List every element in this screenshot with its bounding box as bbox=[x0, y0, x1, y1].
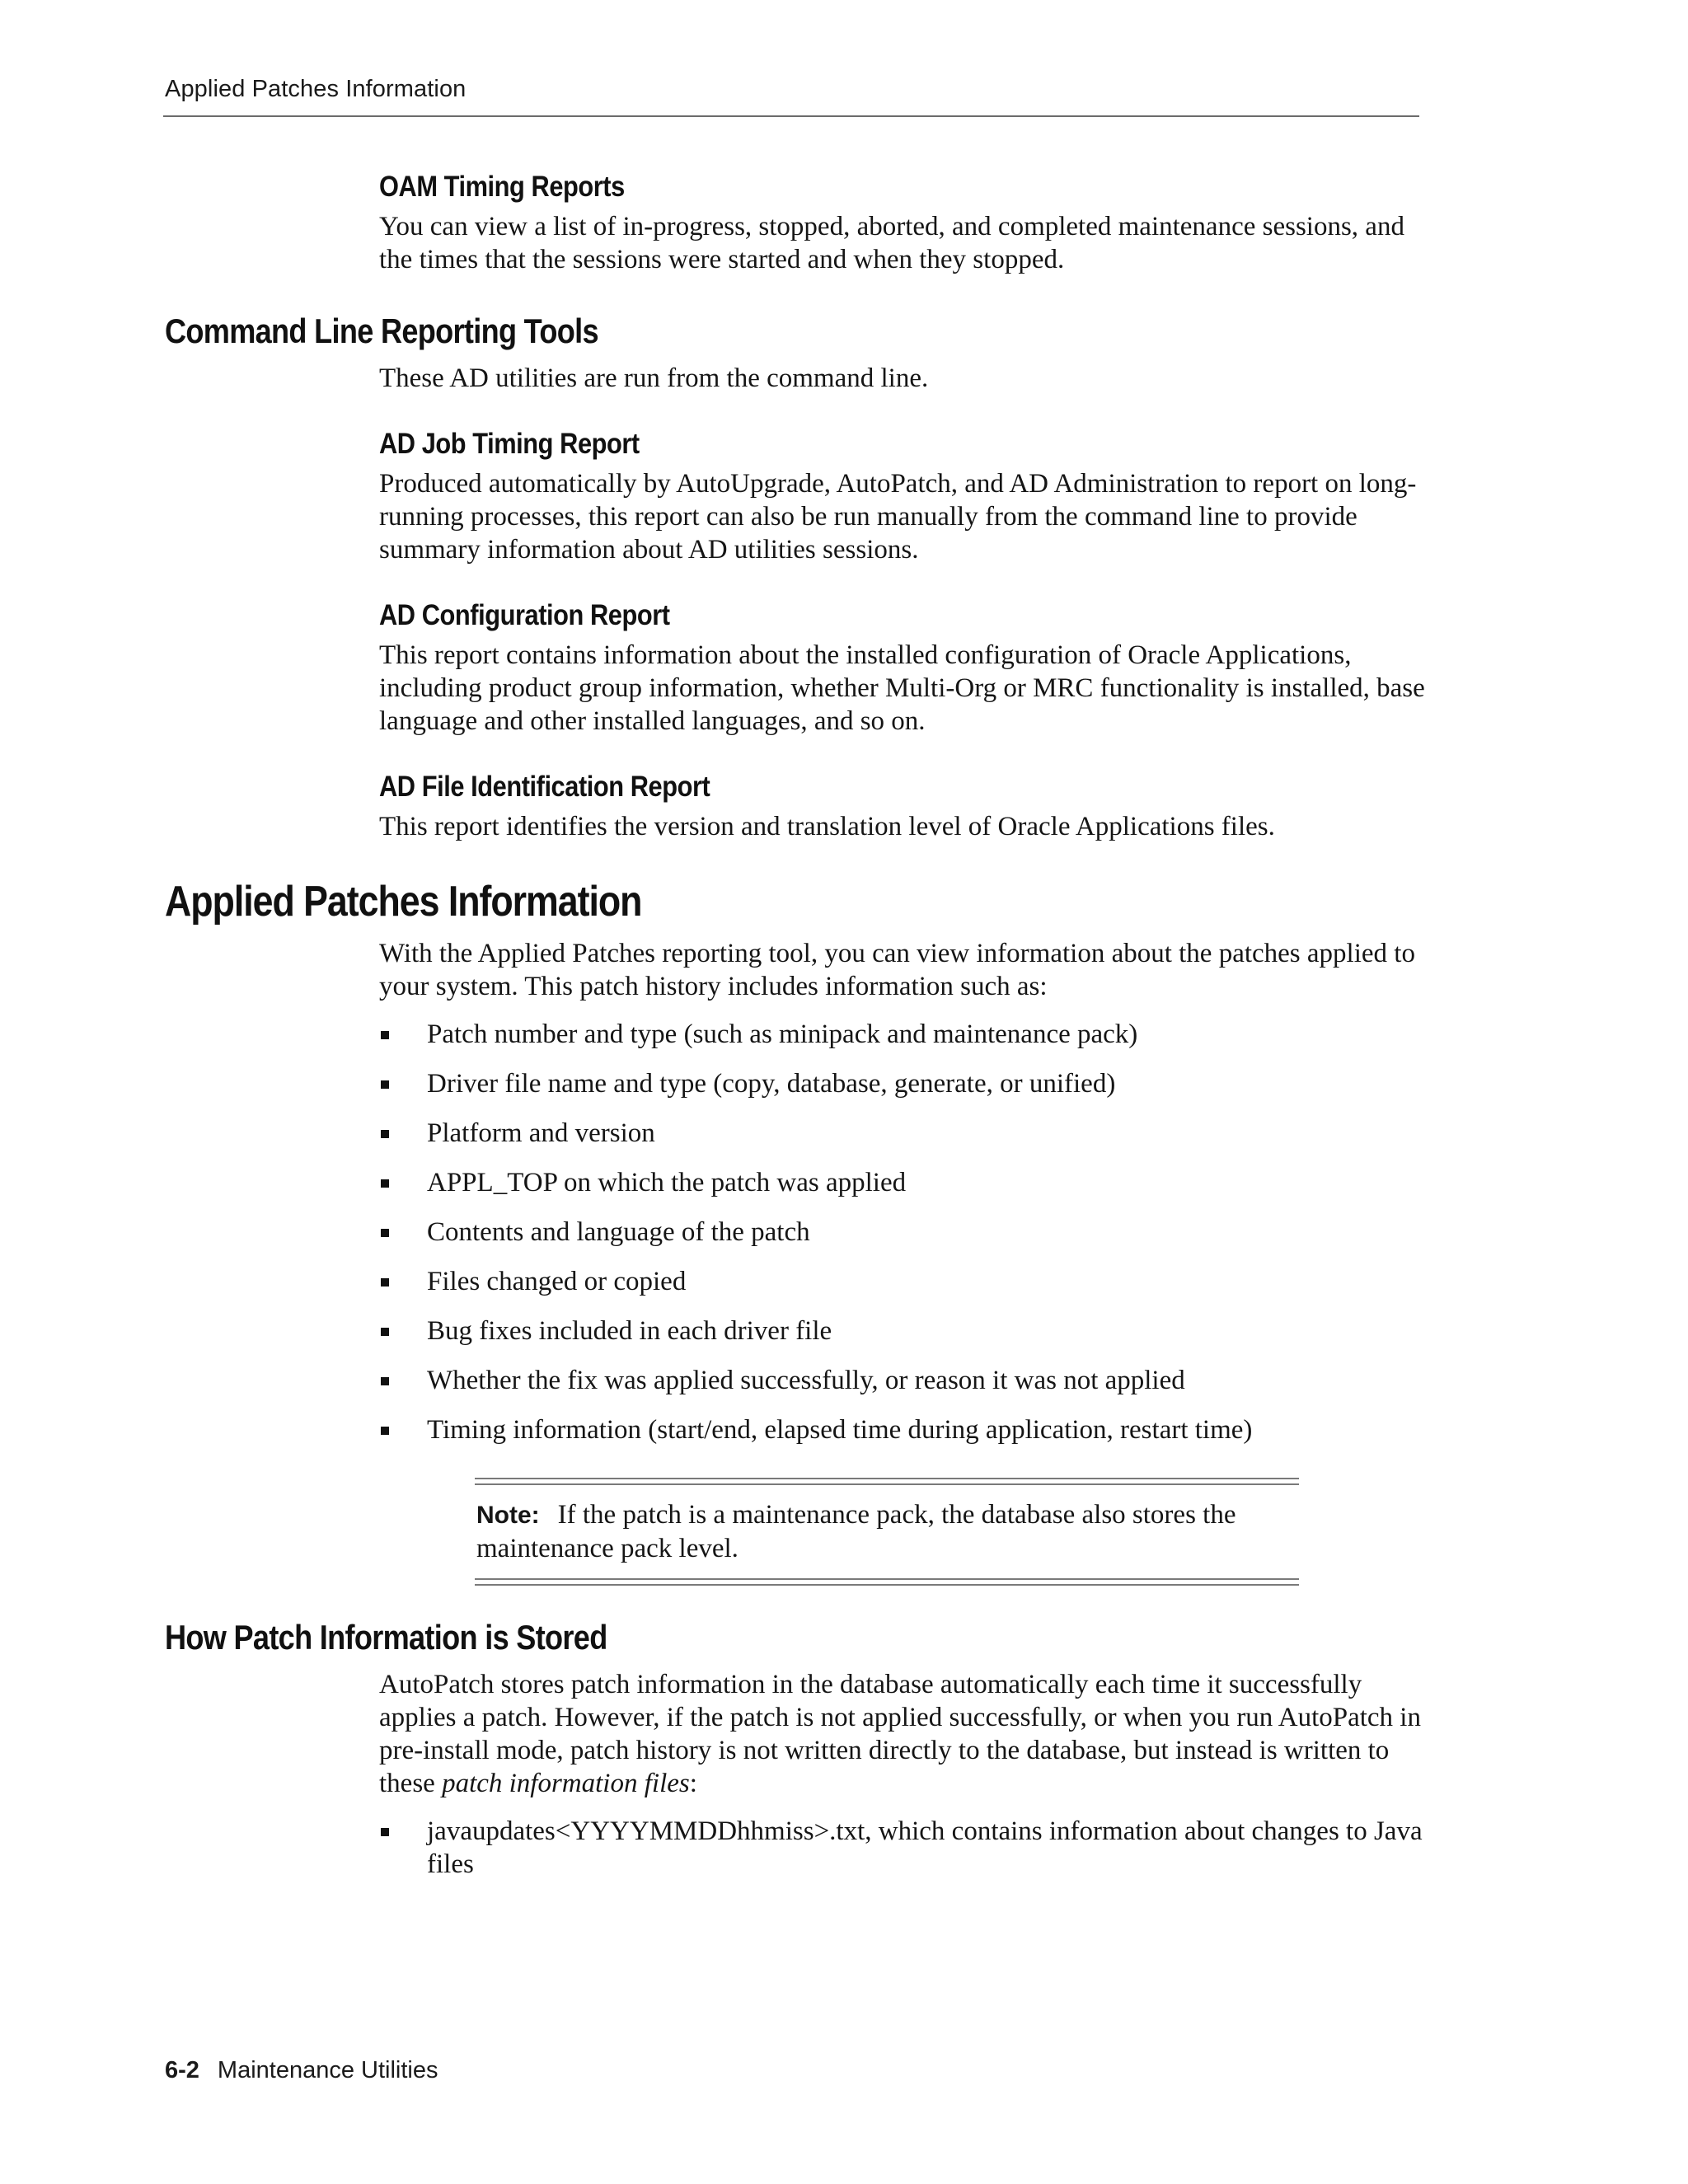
note-top-rule bbox=[475, 1478, 1299, 1485]
paragraph-applied-patches: With the Applied Patches reporting tool, you can view information about the patches applied to your system. This patch history includes information such as: bbox=[379, 939, 1415, 1001]
note-text: If the patch is a maintenance pack, the database also stores the maintenance pack level. bbox=[476, 1500, 1236, 1563]
applied-patches-list bbox=[379, 1018, 1434, 1446]
patch-information-files-list bbox=[379, 1815, 1434, 1881]
bullet-square-icon bbox=[381, 1377, 389, 1385]
list-item: Contents and language of the patch bbox=[379, 1216, 1434, 1249]
list-item: Files changed or copied bbox=[379, 1265, 1434, 1298]
list-item: APPL_TOP on which the patch was applied bbox=[379, 1166, 1434, 1199]
bullet-square-icon bbox=[381, 1031, 389, 1039]
heading-oam-timing-reports: OAM Timing Reports bbox=[379, 171, 625, 203]
heading-ad-job-timing-report: AD Job Timing Report bbox=[379, 428, 640, 460]
bullet-square-icon bbox=[381, 1828, 389, 1836]
bullet-square-icon bbox=[381, 1229, 389, 1237]
list-item: Driver file name and type (copy, database, generate, or unified) bbox=[379, 1067, 1434, 1100]
bullet-square-icon bbox=[381, 1278, 389, 1286]
paragraph-ad-job-timing-report: Produced automatically by AutoUpgrade, AutoPatch, and AD Administration to report on long-running processes, this report can also be run manually from the command line to provide summary information about AD utilities sessions. bbox=[379, 469, 1417, 565]
heading-applied-patches-information: Applied Patches Information bbox=[165, 878, 642, 926]
page-footer bbox=[165, 2057, 438, 2084]
note-box bbox=[475, 1478, 1299, 1586]
note-content bbox=[475, 1485, 1299, 1578]
list-item: Timing information (start/end, elapsed time during application, restart time) bbox=[379, 1413, 1434, 1446]
heading-how-patch-information-is-stored: How Patch Information is Stored bbox=[165, 1618, 607, 1657]
header-rule bbox=[163, 115, 1419, 117]
list-item: Whether the fix was applied successfully, or reason it was not applied bbox=[379, 1364, 1434, 1397]
heading-ad-file-identification-report: AD File Identification Report bbox=[379, 771, 710, 803]
list-item: Platform and version bbox=[379, 1117, 1434, 1150]
running-header: Applied Patches Information bbox=[165, 76, 467, 102]
bullet-square-icon bbox=[381, 1427, 389, 1435]
paragraph-command-line: These AD utilities are run from the command line. bbox=[379, 363, 929, 393]
bullet-square-icon bbox=[381, 1179, 389, 1188]
bullet-square-icon bbox=[381, 1130, 389, 1138]
paragraph-ad-configuration-report: This report contains information about the installed configuration of Oracle Applications, including product group information, whether Multi-Org or MRC functionality is installed, base language and other installed languages, and so on. bbox=[379, 640, 1425, 736]
paragraph-ad-file-identification-report: This report identifies the version and translation level of Oracle Applications files. bbox=[379, 812, 1275, 841]
heading-command-line-reporting-tools: Command Line Reporting Tools bbox=[165, 312, 598, 350]
bullet-square-icon bbox=[381, 1080, 389, 1089]
heading-ad-configuration-report: AD Configuration Report bbox=[379, 599, 670, 631]
emphasis-patch-information-files: patch information files bbox=[442, 1769, 690, 1798]
book-title: Maintenance Utilities bbox=[217, 2057, 438, 2083]
page-content bbox=[0, 169, 1688, 1897]
list-item: javaupdates<YYYYMMDDhhmiss>.txt, which contains information about changes to Java files bbox=[379, 1815, 1434, 1881]
page-number: 6-2 bbox=[165, 2057, 199, 2083]
note-label: Note: bbox=[476, 1502, 540, 1529]
list-item: Bug fixes included in each driver file bbox=[379, 1315, 1434, 1347]
paragraph-oam-timing-reports: You can view a list of in-progress, stopped, aborted, and completed maintenance sessions, and the times that the sessions were started and when they stopped. bbox=[379, 212, 1404, 274]
note-bottom-rule bbox=[475, 1578, 1299, 1586]
list-item: Patch number and type (such as minipack and maintenance pack) bbox=[379, 1018, 1434, 1051]
bullet-square-icon bbox=[381, 1328, 389, 1336]
paragraph-patch-information-stored: AutoPatch stores patch information in the database automatically each time it successfully applies a patch. However, if the patch is not applied successfully, or when you run AutoPatch in pre-install mode, patch history is not written directly to the database, but instead is written to these patch information files: bbox=[379, 1670, 1421, 1798]
